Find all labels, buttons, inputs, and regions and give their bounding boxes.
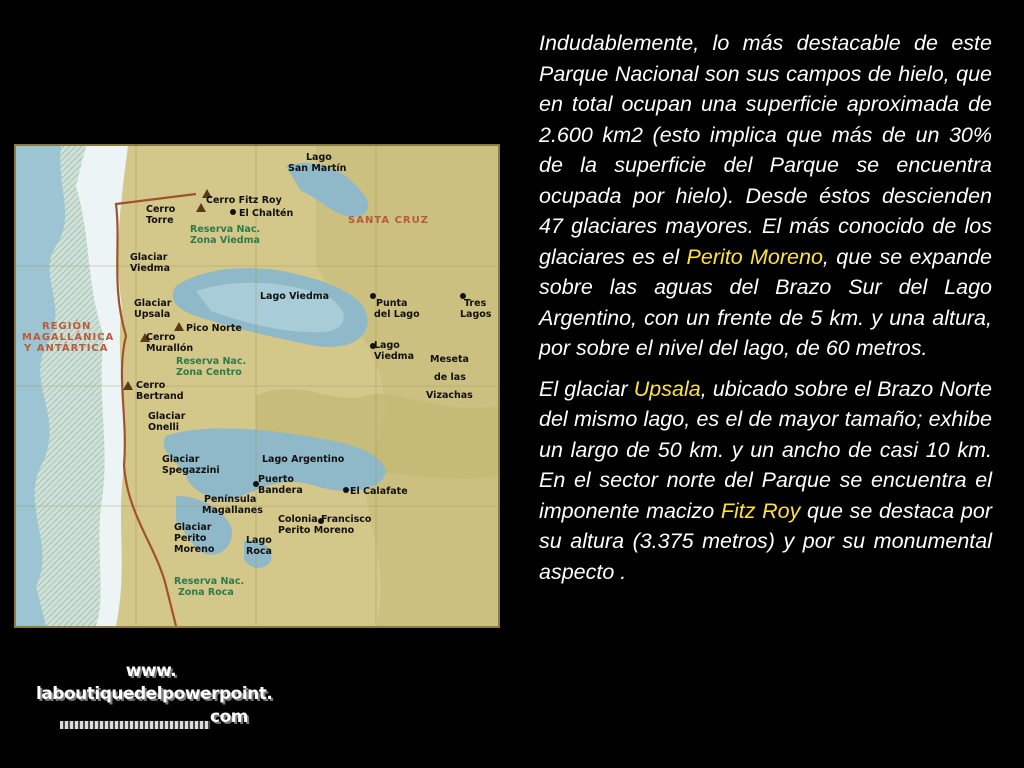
label-glaciar-onelli: Glaciar Onelli xyxy=(148,411,186,433)
watermark-strip xyxy=(60,721,210,729)
label-punta-del-lago: Punta del Lago xyxy=(374,298,420,320)
label-cerro-murallon: Cerro Murallón xyxy=(146,332,194,354)
label-lago-roca: Lago Roca xyxy=(246,535,272,557)
label-reserva-centro: Reserva Nac. Zona Centro xyxy=(176,356,247,378)
watermark-logo xyxy=(36,660,273,729)
label-region-magallanica: REGIÓN MAGALLÁNICA Y ANTÁRTICA xyxy=(22,321,115,354)
label-lago-san-martin: Lago San Martín xyxy=(288,152,347,174)
park-map xyxy=(14,144,500,628)
label-cerro-bertrand: Cerro Bertrand xyxy=(136,380,184,402)
label-reserva-roca: Reserva Nac. Zona Roca xyxy=(174,576,245,598)
label-glaciar-upsala: Glaciar Upsala xyxy=(134,298,172,320)
map-graphic xyxy=(16,146,498,626)
highlight-upsala: Upsala xyxy=(633,376,701,401)
label-colonia-francisco: Colonia Francisco Perito Moreno xyxy=(278,514,372,536)
label-cerro-torre: Cerro Torre xyxy=(146,204,176,226)
label-lago-viedma: Lago Viedma xyxy=(260,291,330,302)
highlight-fitz-roy: Fitz Roy xyxy=(720,498,801,523)
label-cerro-fitz-roy: Cerro Fitz Roy xyxy=(206,195,282,206)
watermark-line-2: laboutiquedelpowerpoint. xyxy=(36,684,273,704)
watermark-line-3: com xyxy=(210,707,248,727)
label-pico-norte: Pico Norte xyxy=(186,323,242,334)
label-el-chalten: El Chaltén xyxy=(239,208,294,219)
label-glaciar-spegazzini: Glaciar Spegazzini xyxy=(162,454,220,476)
label-el-calafate: El Calafate xyxy=(350,486,408,497)
description-text xyxy=(539,28,992,597)
label-glaciar-viedma: Glaciar Viedma xyxy=(130,252,170,274)
label-tres-lagos: Tres Lagos xyxy=(460,298,492,320)
label-lago-viedma-town: Lago Viedma xyxy=(374,340,414,362)
label-peninsula-magallanes: Península Magallanes xyxy=(202,494,263,516)
label-glaciar-perito-moreno: Glaciar Perito Moreno xyxy=(174,522,215,555)
watermark-line-1: www. xyxy=(125,661,177,681)
label-lago-argentino: Lago Argentino xyxy=(262,454,345,465)
paragraph-1: Indudablemente, lo más destacable de este Parque Nacional son sus campos de hielo, que en total ocupan una superficie aproximada de 2.600 km2 (esto implica que más de un 30% de la superficie del Parque se encuentra ocupada por hielo). Desde éstos descienden 47 glaciares mayores. El más conocido de los glaciares es el Perito Moreno, que se expande sobre las aguas del Brazo Sur del Lago Argentino, con un frente de 5 km. y una altura, por sobre el nivel del lago, de 60 metros. xyxy=(539,31,992,360)
label-santa-cruz: SANTA CRUZ xyxy=(348,215,429,226)
highlight-perito-moreno: Perito Moreno xyxy=(686,244,823,269)
paragraph-2: El glaciar Upsala, ubicado sobre el Brazo Norte del mismo lago, es el de mayor tamaño; exhibe un largo de 50 km. y un ancho de casi 10 km. En el sector norte del Parque se encuentra el imponente macizo Fitz Roy que se destaca por su altura (3.375 metros) y por su monumental aspecto . xyxy=(539,376,993,584)
label-meseta-vizachas: Meseta de las Vizachas xyxy=(426,354,473,401)
label-reserva-viedma: Reserva Nac. Zona Viedma xyxy=(190,224,261,246)
label-puerto-bandera: Puerto Bandera xyxy=(258,474,303,496)
watermark-line-3-row xyxy=(36,706,266,729)
